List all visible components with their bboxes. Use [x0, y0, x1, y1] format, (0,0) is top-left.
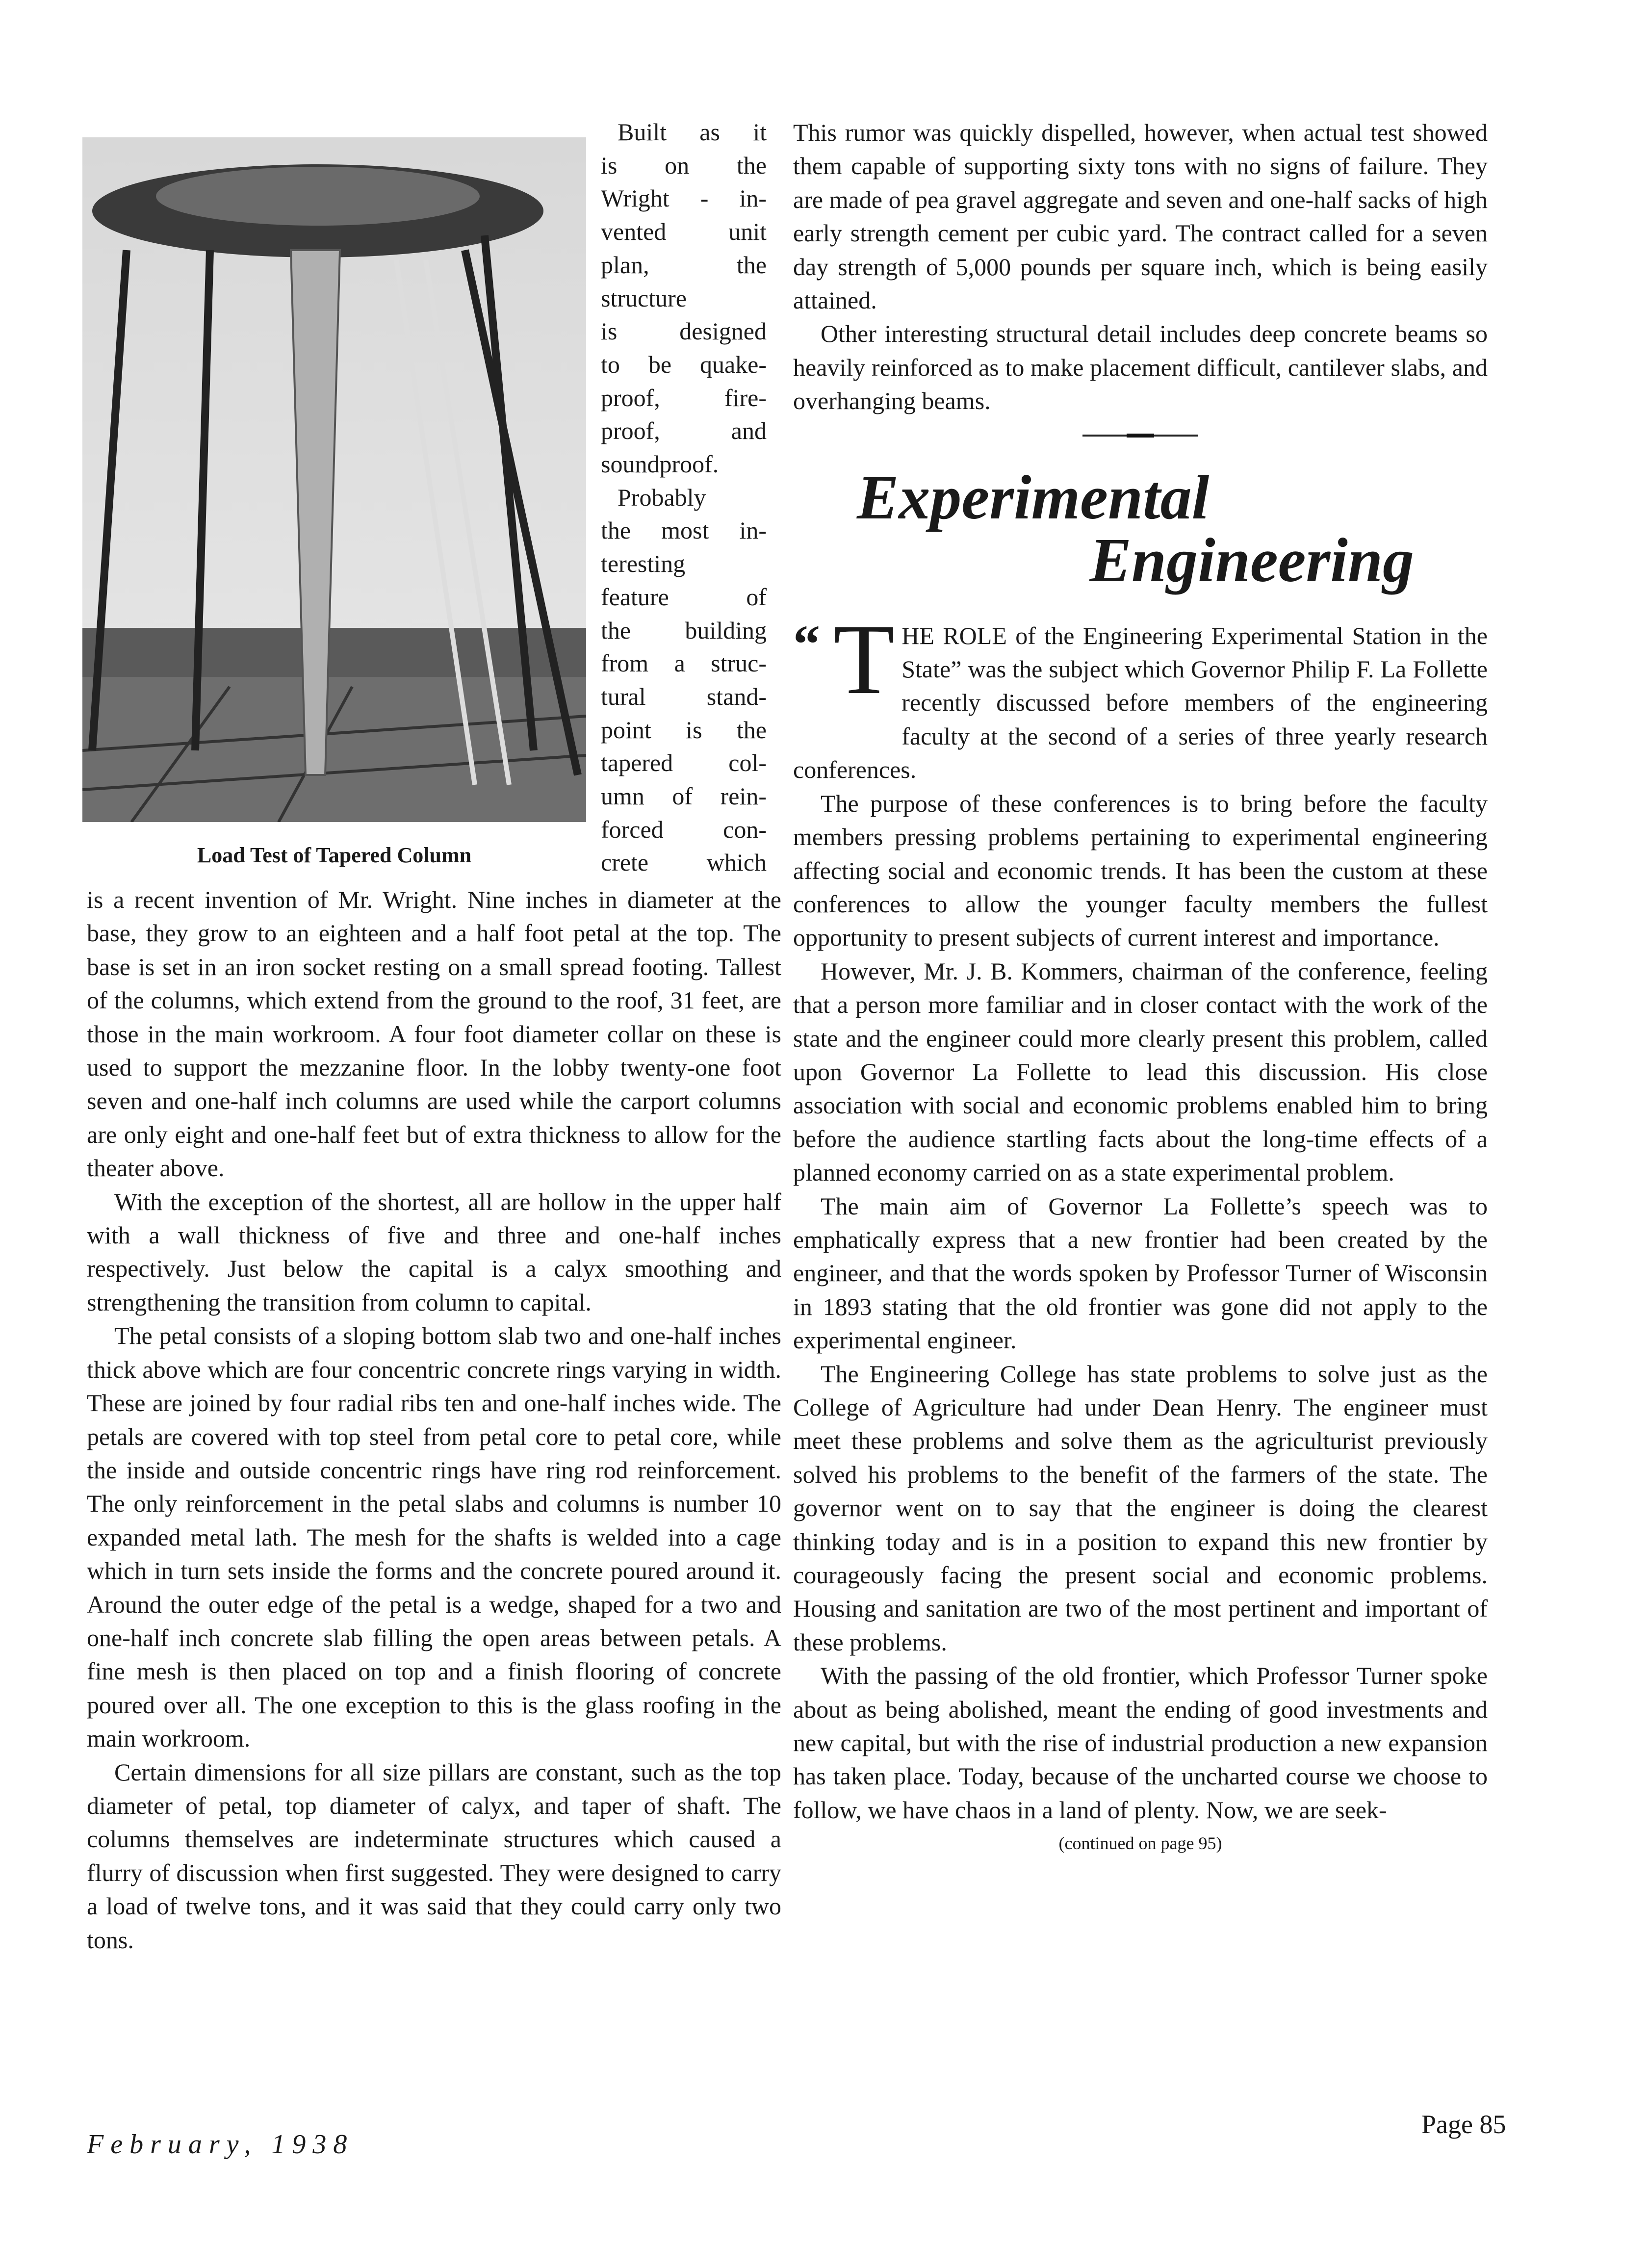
left-column [87, 883, 781, 1957]
paragraph: The petal consists of a sloping bottom slab two and one-half inches thick above which are four concentric concrete rings varying in width. These are joined by four radial ribs ten and one-half inches wide. The petals are covered with top steel from petal core to petal core, while the inside and outside concentric rings have ring rod reinforcement. The only reinforcement in the petal slabs and columns is number 10 expanded metal lath. The mesh for the shafts is welded into a cage which in turn sets inside the forms and the concrete poured around it. Around the outer edge of the petal is a wedge, shaped for a two and one-half inch concrete slab filling the open areas between petals. A fine mesh is then placed on top and a finish flooring of concrete poured over all. The one exception to this is the glass roofing in the main workroom. [87, 1322, 781, 1753]
article-title-line1: Experimental [857, 462, 1210, 532]
paragraph: is a recent invention of Mr. Wright. Nine inches in diameter at the base, they grow to an eighteen and a half foot petal at the top. The base is set in an iron socket resting on a small spread footing. Tallest of the columns, which extend from the ground to the roof, 31 feet, are those in the main workroom. A four foot diameter collar on these is used to support the mezzanine floor. In the lobby twenty-one foot seven and one-half inch columns are used while the carport columns are only eight and one-half feet but of extra thickness to allow for the theater above. [87, 886, 781, 1182]
text-line: Wright - in- [601, 184, 767, 212]
paragraph: Other interesting structural detail includes deep concrete beams so heavily reinforced as to make placement difficult, cantilever slabs, and overhanging beams. [793, 320, 1488, 415]
text-line: Built as it [618, 118, 767, 146]
text-line: feature of [601, 583, 767, 611]
text-line: the most in- [601, 516, 767, 544]
text-line: proof, fire- [601, 384, 767, 412]
text-line: the building [601, 616, 767, 644]
text-line: plan, the [601, 251, 767, 279]
text-line: tapered col- [601, 749, 767, 777]
text-line: Probably [618, 483, 706, 511]
text-line: umn of rein- [601, 782, 767, 810]
open-quote: “ [793, 614, 820, 674]
right-column [793, 116, 1488, 1860]
narrow-text-column [601, 116, 767, 879]
text-line: tural stand- [601, 682, 767, 710]
continued-note: (continued on page 95) [1058, 1833, 1222, 1854]
text-line: forced con- [601, 815, 767, 843]
paragraph: However, Mr. J. B. Kommers, chairman of the conference, feeling that a person more familiar and in closer contact with the work of the state and the engineer could more clearly present this problem, called upon Governor La Follette to lead this discussion. His close association with social and economic problems enabled him to bring before the audience startling facts about the long-time effects of a planned economy carried on as a state experimental problem. [793, 957, 1488, 1186]
text-line: from a struc- [601, 649, 767, 677]
issue-date: February, 1938 [87, 2129, 354, 2160]
paragraph: The Engineering College has state problems to solve just as the College of Agriculture had under Dean Henry. The engineer must meet these problems and solve them as the agriculturist previously solved his problems to the benefit of the farmers of the state. The governor went on to say that the engineer is doing the clearest thinking today and is in a position to expand this new frontier by courageously facing the present social and economic problems. Housing and sanitation are two of the most pertinent and important of these problems. [793, 1360, 1488, 1656]
text-line: crete which [601, 849, 767, 876]
drop-cap: T [833, 603, 895, 715]
text-line: structure [601, 284, 687, 312]
paragraph: Certain dimensions for all size pillars are constant, such as the top diameter of petal, top diameter of calyx, and taper of shaft. The columns themselves are indeterminate structures which caused a flurry of discussion when first suggested. They were designed to carry a load of twelve tons, and it was said that they could carry only two tons. [87, 1758, 781, 1954]
photo-caption: Load Test of Tapered Column [197, 843, 472, 867]
text-line: is on the [601, 151, 767, 179]
text-line: point is the [601, 716, 767, 744]
paragraph: With the exception of the shortest, all are hollow in the upper half with a wall thickness of five and three and one-half inches respectively. Just below the capital is a calyx smoothing and strengthening the transition from column to capital. [87, 1187, 781, 1316]
paragraph: The purpose of these conferences is to bring before the faculty members pressing problems pertaining to experimental engineering affecting social and economic trends. It has been the custom at these conferences to allow the younger faculty members the fullest opportunity to present subjects of current interest and importance. [793, 789, 1488, 952]
text-line: teresting [601, 550, 686, 578]
paragraph: This rumor was quickly dispelled, however, when actual test showed them capable of supporting sixty tons with no signs of failure. They are made of pea gravel aggregate and seven and one-half sacks of high early strength cement per cubic yard. The contract called for a seven day strength of 5,000 pounds per square inch, which is being easily attained. [793, 119, 1488, 314]
opening-paragraph [793, 603, 1488, 787]
text-line: to be quake- [601, 350, 767, 378]
text-line: is designed [601, 317, 767, 345]
paragraph: HE ROLE of the Engineering Experimental Station in the State” was the subject which Governor Philip F. La Follette recently discussed before members of the engineering faculty at the second of a series of three yearly research conferences. [793, 621, 1488, 784]
paragraph: The main aim of Governor La Follette’s speech was to emphatically express that a new frontier had been created by the engineer, and that the words spoken by Professor Turner of Wisconsin in 1893 stating that the old frontier was gone did not apply to the experimental engineer. [793, 1192, 1488, 1354]
section-divider [1082, 435, 1198, 437]
article-title-line2: Engineering [1089, 525, 1414, 595]
paragraph: With the passing of the old frontier, which Professor Turner spoke about as being abolished, meant the ending of good investments and new capital, but with the rise of industrial production a new expansion has taken place. Today, because of the uncharted course we choose to follow, we have chaos in a land of plenty. Now, we are seek- [793, 1662, 1488, 1824]
text-line: proof, and [601, 417, 767, 445]
text-line: soundproof. [601, 450, 719, 478]
text-line: vented unit [601, 218, 767, 246]
load-test-photo [82, 137, 586, 822]
page-number: Page 85 [1421, 2110, 1506, 2139]
